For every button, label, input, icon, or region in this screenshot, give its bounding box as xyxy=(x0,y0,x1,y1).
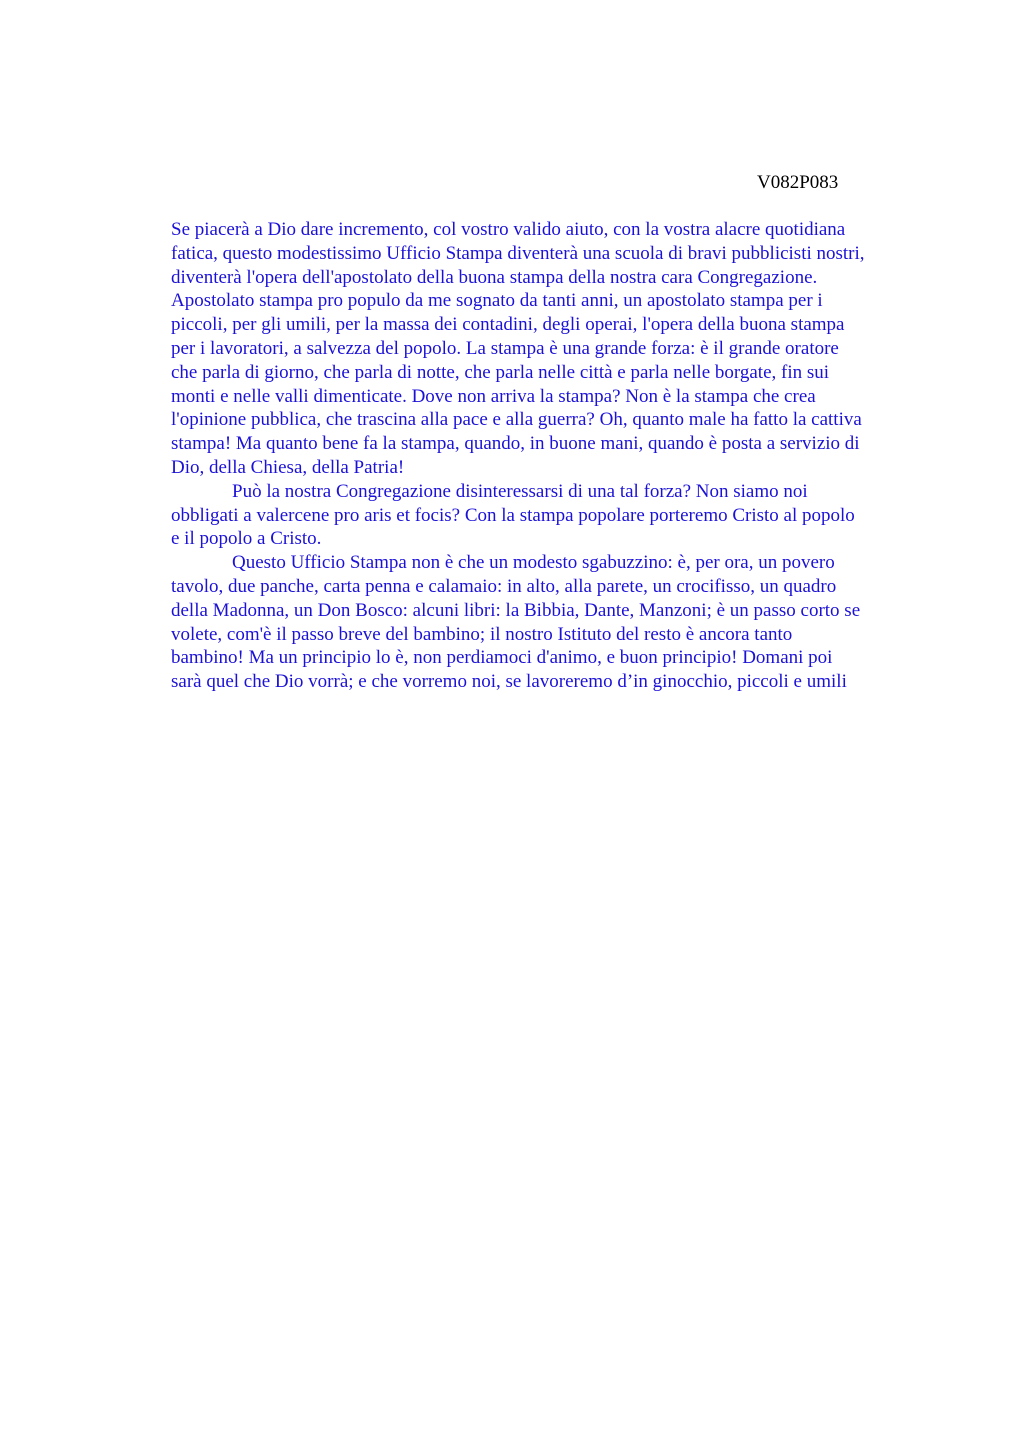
text-line: Questo Ufficio Stampa non è che un modesto sgabuzzino: è, per ora, un povero xyxy=(232,552,835,574)
text-line: l'opinione pubblica, che trascina alla pace e alla guerra? Oh, quanto male ha fatto la cattiva xyxy=(171,409,862,431)
text-line: per i lavoratori, a salvezza del popolo. La stampa è una grande forza: è il grande oratore xyxy=(171,337,839,359)
page-code: V082P083 xyxy=(757,172,839,193)
text-line: tavolo, due panche, carta penna e calamaio: in alto, alla parete, un crocifisso, un quadro xyxy=(171,575,837,597)
text-line: volete, com'è il passo breve del bambino; il nostro Istituto del resto è ancora tanto xyxy=(171,623,793,645)
text-line: Apostolato stampa pro populo da me sognato da tanti anni, un apostolato stampa per i xyxy=(171,290,823,312)
text-line: monti e nelle valli dimenticate. Dove non arriva la stampa? Non è la stampa che crea xyxy=(171,385,816,407)
text-line: e il popolo a Cristo. xyxy=(171,528,322,550)
text-line: bambino! Ma un principio lo è, non perdiamoci d'animo, e buon principio! Domani poi xyxy=(171,647,833,669)
text-line: stampa! Ma quanto bene fa la stampa, quando, in buone mani, quando è posta a servizio di xyxy=(171,433,860,455)
text-line: piccoli, per gli umili, per la massa dei contadini, degli operai, l'opera della buona stampa xyxy=(171,314,845,336)
text-line: Se piacerà a Dio dare incremento, col vostro valido aiuto, con la vostra alacre quotidiana xyxy=(171,219,846,240)
text-line: della Madonna, un Don Bosco: alcuni libri: la Bibbia, Dante, Manzoni; è un passo corto se xyxy=(171,599,861,621)
text-line: Dio, della Chiesa, della Patria! xyxy=(171,456,405,478)
body-text xyxy=(171,218,941,694)
text-line: diventerà l'opera dell'apostolato della buona stampa della nostra cara Congregazione. xyxy=(171,266,818,288)
text-line: fatica, questo modestissimo Ufficio Stampa diventerà una scuola di bravi pubblicisti nostri, xyxy=(171,242,865,264)
text-line: sarà quel che Dio vorrà; e che vorremo noi, se lavoreremo d’in ginocchio, piccoli e umili xyxy=(171,671,847,693)
text-line: Può la nostra Congregazione disinteressarsi di una tal forza? Non siamo noi xyxy=(232,480,808,502)
text-line: che parla di giorno, che parla di notte, che parla nelle città e parla nelle borgate, fin sui xyxy=(171,361,830,383)
text-line: obbligati a valercene pro aris et focis? Con la stampa popolare porteremo Cristo al popolo xyxy=(171,504,855,526)
